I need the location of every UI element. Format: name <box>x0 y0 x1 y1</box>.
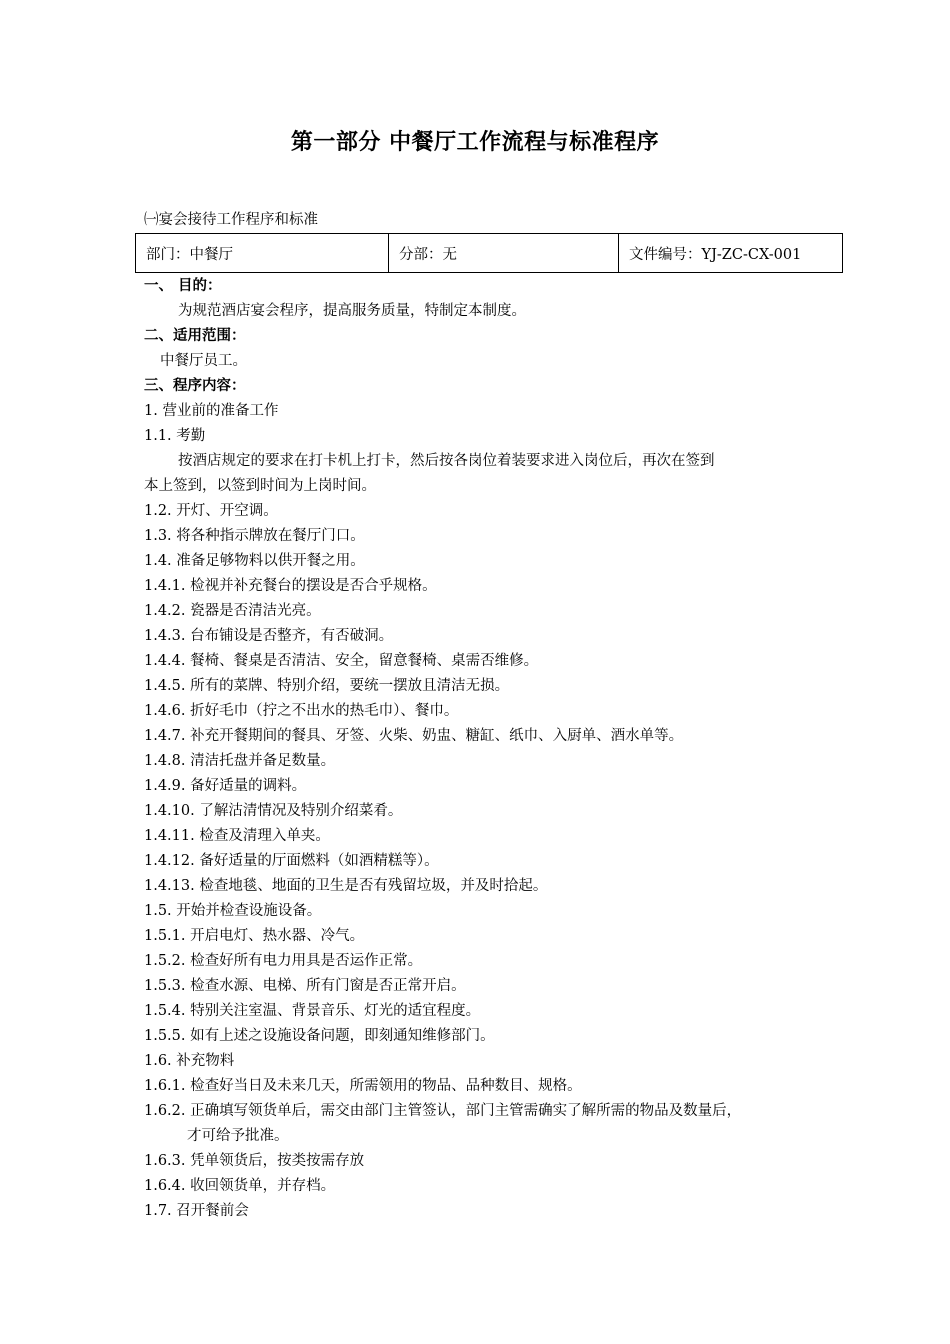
procedure-paragraph: 按酒店规定的要求在打卡机上打卡，然后按各岗位着装要求进入岗位后，再次在签到 <box>178 453 715 469</box>
procedure-item: 1.4.1. 检视并补充餐台的摆设是否合乎规格。 <box>144 578 437 594</box>
procedure-item: 1.4.3. 台布铺设是否整齐，有否破洞。 <box>144 628 394 644</box>
procedure-item: 1.4.5. 所有的菜牌、特别介绍，要统一摆放且清洁无损。 <box>144 678 510 694</box>
document-body <box>144 274 834 1224</box>
procedure-item: 1.7. 召开餐前会 <box>144 1203 249 1219</box>
procedure-paragraph-cont: 本上签到，以签到时间为上岗时间。 <box>144 478 376 494</box>
page-title: 第一部分 中餐厅工作流程与标准程序 <box>290 130 660 155</box>
procedure-item: 1.6.3. 凭单领货后，按类按需存放 <box>144 1153 365 1169</box>
procedure-item: 1.4.12. 备好适量的厅面燃料（如酒精糕等）。 <box>144 853 439 869</box>
procedure-item: 1.2. 开灯、开空调。 <box>144 503 278 519</box>
procedure-item: 1.5.3. 检查水源、电梯、所有门窗是否正常开启。 <box>144 978 466 994</box>
procedure-item: 1.6.1. 检查好当日及未来几天，所需领用的物品、品种数目、规格。 <box>144 1078 582 1094</box>
heading-purpose: 一、 目的： <box>144 278 222 294</box>
procedure-item: 1.4.13. 检查地毯、地面的卫生是否有残留垃圾，并及时拾起。 <box>144 878 548 894</box>
branch-cell: 分部：无 <box>389 234 619 273</box>
procedure-item: 1.6.2. 正确填写领货单后，需交由部门主管签认，部门主管需确实了解所需的物品及数量后， <box>144 1103 742 1119</box>
procedure-item: 1.6.4. 收回领货单，并存档。 <box>144 1178 336 1194</box>
procedure-item: 1.4.10. 了解沽清情况及特别介绍菜肴。 <box>144 803 403 819</box>
heading-procedure: 三、程序内容： <box>144 378 246 394</box>
procedure-item: 1.4.4. 餐椅、餐桌是否清洁、安全，留意餐椅、桌需否维修。 <box>144 653 539 669</box>
procedure-item: 1.5.4. 特别关注室温、背景音乐、灯光的适宜程度。 <box>144 1003 481 1019</box>
procedure-item: 1.4.7. 补充开餐期间的餐具、牙签、火柴、奶盅、糖缸、纸巾、入厨单、酒水单等。 <box>144 728 684 744</box>
procedure-item: 1.4. 准备足够物料以供开餐之用。 <box>144 553 365 569</box>
procedure-item: 1.6. 补充物料 <box>144 1053 235 1069</box>
procedure-item: 1.4.8. 清洁托盘并备足数量。 <box>144 753 336 769</box>
procedure-item: 1.3. 将各种指示牌放在餐厅门口。 <box>144 528 365 544</box>
procedure-item: 1.5.5. 如有上述之设施设备问题，即刻通知维修部门。 <box>144 1028 495 1044</box>
procedure-item: 1.4.11. 检查及清理入单夹。 <box>144 828 330 844</box>
heading-scope: 二、适用范围： <box>144 328 246 344</box>
procedure-item: 1. 营业前的准备工作 <box>144 403 279 419</box>
procedure-item: 1.5.2. 检查好所有电力用具是否运作正常。 <box>144 953 423 969</box>
department-cell: 部门：中餐厅 <box>136 234 389 273</box>
scope-text: 中餐厅员工。 <box>160 353 247 369</box>
procedure-item-cont: 才可给予批准。 <box>187 1128 289 1144</box>
document-info-row <box>136 234 843 273</box>
procedure-item: 1.4.6. 折好毛巾（拧之不出水的热毛巾）、餐巾。 <box>144 703 459 719</box>
procedure-item: 1.5. 开始并检查设施设备。 <box>144 903 322 919</box>
doc-number-cell: 文件编号：YJ-ZC-CX-001 <box>619 234 843 273</box>
purpose-text: 为规范酒店宴会程序，提高服务质量，特制定本制度。 <box>178 303 526 319</box>
procedure-item: 1.4.2. 瓷器是否清洁光亮。 <box>144 603 321 619</box>
section-title: ㈠宴会接待工作程序和标准 <box>144 212 318 228</box>
procedure-item: 1.5.1. 开启电灯、热水器、冷气。 <box>144 928 365 944</box>
document-info-table <box>135 233 843 273</box>
procedure-item: 1.4.9. 备好适量的调料。 <box>144 778 307 794</box>
procedure-item: 1.1. 考勤 <box>144 428 206 444</box>
